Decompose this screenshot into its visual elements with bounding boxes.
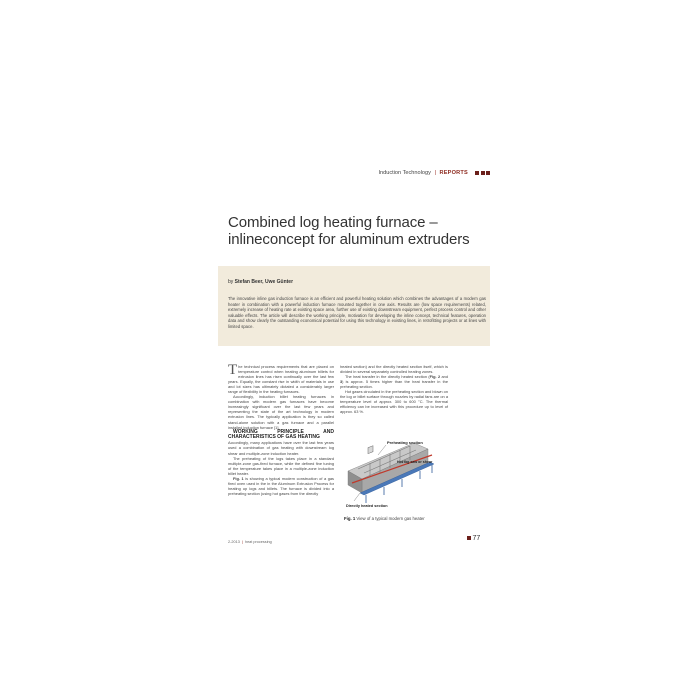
header-category: Induction Technology bbox=[378, 170, 431, 176]
body-column-right bbox=[340, 364, 448, 414]
header-separator: | bbox=[434, 170, 436, 176]
body-column-left bbox=[228, 364, 334, 496]
figure-caption bbox=[344, 516, 425, 521]
header-squares-icon bbox=[474, 170, 491, 176]
paragraph-text: ) is approx. 5 times higher than the heat transfer in the preheating section. bbox=[340, 379, 448, 390]
footer-journal: heat processing bbox=[244, 540, 272, 544]
drop-cap: T bbox=[228, 362, 238, 378]
figure-label-preheating: Preheating section bbox=[387, 440, 423, 445]
figure-reference: Fig. 1 bbox=[233, 475, 244, 481]
abstract-text: The innovative inline gas induction furnace is an efficient and powerful heating solution which combines the advantages of a modern gas heater in combination with a powerful induction furnace mounted together in one axis. Results are (low space requirements) related, extremely increase of heating rate at existing space area, further use of existing downstream equipment, perfect process control and other valuable effects. The article will describe the working principle, motivation for developing the inline concept, technical features, operation data and show clearly the outstanding economical potential for using this technology in existing lines, in retrofitting projects or at lines with limited space. bbox=[228, 296, 486, 329]
paragraph-text: and bbox=[440, 374, 448, 380]
gas-heater-illustration bbox=[340, 433, 450, 513]
caption-text: View of a typical modern gas heater bbox=[355, 516, 425, 521]
running-header bbox=[228, 170, 490, 176]
figure-label-direct: Directly heated section bbox=[346, 504, 388, 508]
header-section: REPORTS bbox=[439, 170, 468, 176]
paragraph-text: he technical process requirements that are placed on temperature control when heating aluminum billets for extrusion lines has risen continually over the last few years. Equally, the constant rise in width of materials in use and lot sizes has ultimately dictated a considerably larger range of flexibility in the heating furnaces. bbox=[228, 364, 334, 395]
paragraph bbox=[228, 364, 334, 394]
footer-issue bbox=[228, 540, 272, 544]
footer-issue-number: 2-2013 bbox=[228, 540, 240, 544]
paragraph-text: The heat transfer in the directly heated section ( bbox=[345, 374, 430, 380]
paragraph: The preheating of the logs takes place in a standard multiple-zone gas-fired furnace, while the defined fine tuning of the temperature takes place in a multiple-zone induction billet heater. bbox=[228, 455, 334, 476]
paragraph: Accordingly, induction billet heating furnaces in combination with modern gas furnaces have become increasingly significant over the last few years and representing the state of the art technology in modern extrusion lines. The typically application is they so called stand-alone solution with a gas furnace and a parallel installed induction furnace [1]. bbox=[228, 394, 334, 430]
paragraph: Accordingly, many applications have over the last few years used a combination of gas heating with downstream log shear and multiple-zone induction heater. bbox=[228, 440, 334, 456]
authors-line bbox=[228, 279, 293, 285]
page-number-value: 77 bbox=[472, 535, 481, 542]
caption-label: Fig. 1 bbox=[344, 516, 356, 521]
paragraph: Hot gases circulated in the preheating section and blown on the log or billet surface through nozzles by radial fans are on a temperature level of approx. 300 to 600 °C. The thermal efficiency can be increased with this procedure up to level of approx. 63 %. bbox=[340, 389, 448, 415]
footer-separator: | bbox=[241, 540, 243, 544]
page-square-icon bbox=[467, 536, 471, 540]
section-heading: WORKING PRINCIPLE AND CHARACTERISTICS OF GAS HEATING bbox=[228, 428, 334, 441]
paragraph bbox=[228, 476, 334, 496]
paragraph: heated section) and the directly heated section itself, which is divided in several separately controlled heating zones. bbox=[340, 364, 448, 375]
figure-label-saw: Hot log saw or shear bbox=[397, 460, 433, 464]
paragraph-text: is showing a typical modern construction of a gas fired oven used in the in the Aluminum Extrusion Process for heating up logs and billets. The furnace is divided into a preheating section (using hot gases from the directly bbox=[228, 475, 334, 496]
page-number bbox=[467, 535, 480, 542]
paragraph bbox=[340, 374, 448, 389]
figure-reference: Fig. 2 bbox=[429, 374, 441, 380]
figure-reference: 3 bbox=[340, 379, 343, 385]
authors-prefix: by bbox=[228, 279, 234, 285]
article-title: Combined log heating furnace – inlineconcept for aluminum extruders bbox=[228, 214, 470, 249]
authors-names: Stefan Beer, Uwe Günter bbox=[234, 279, 294, 285]
